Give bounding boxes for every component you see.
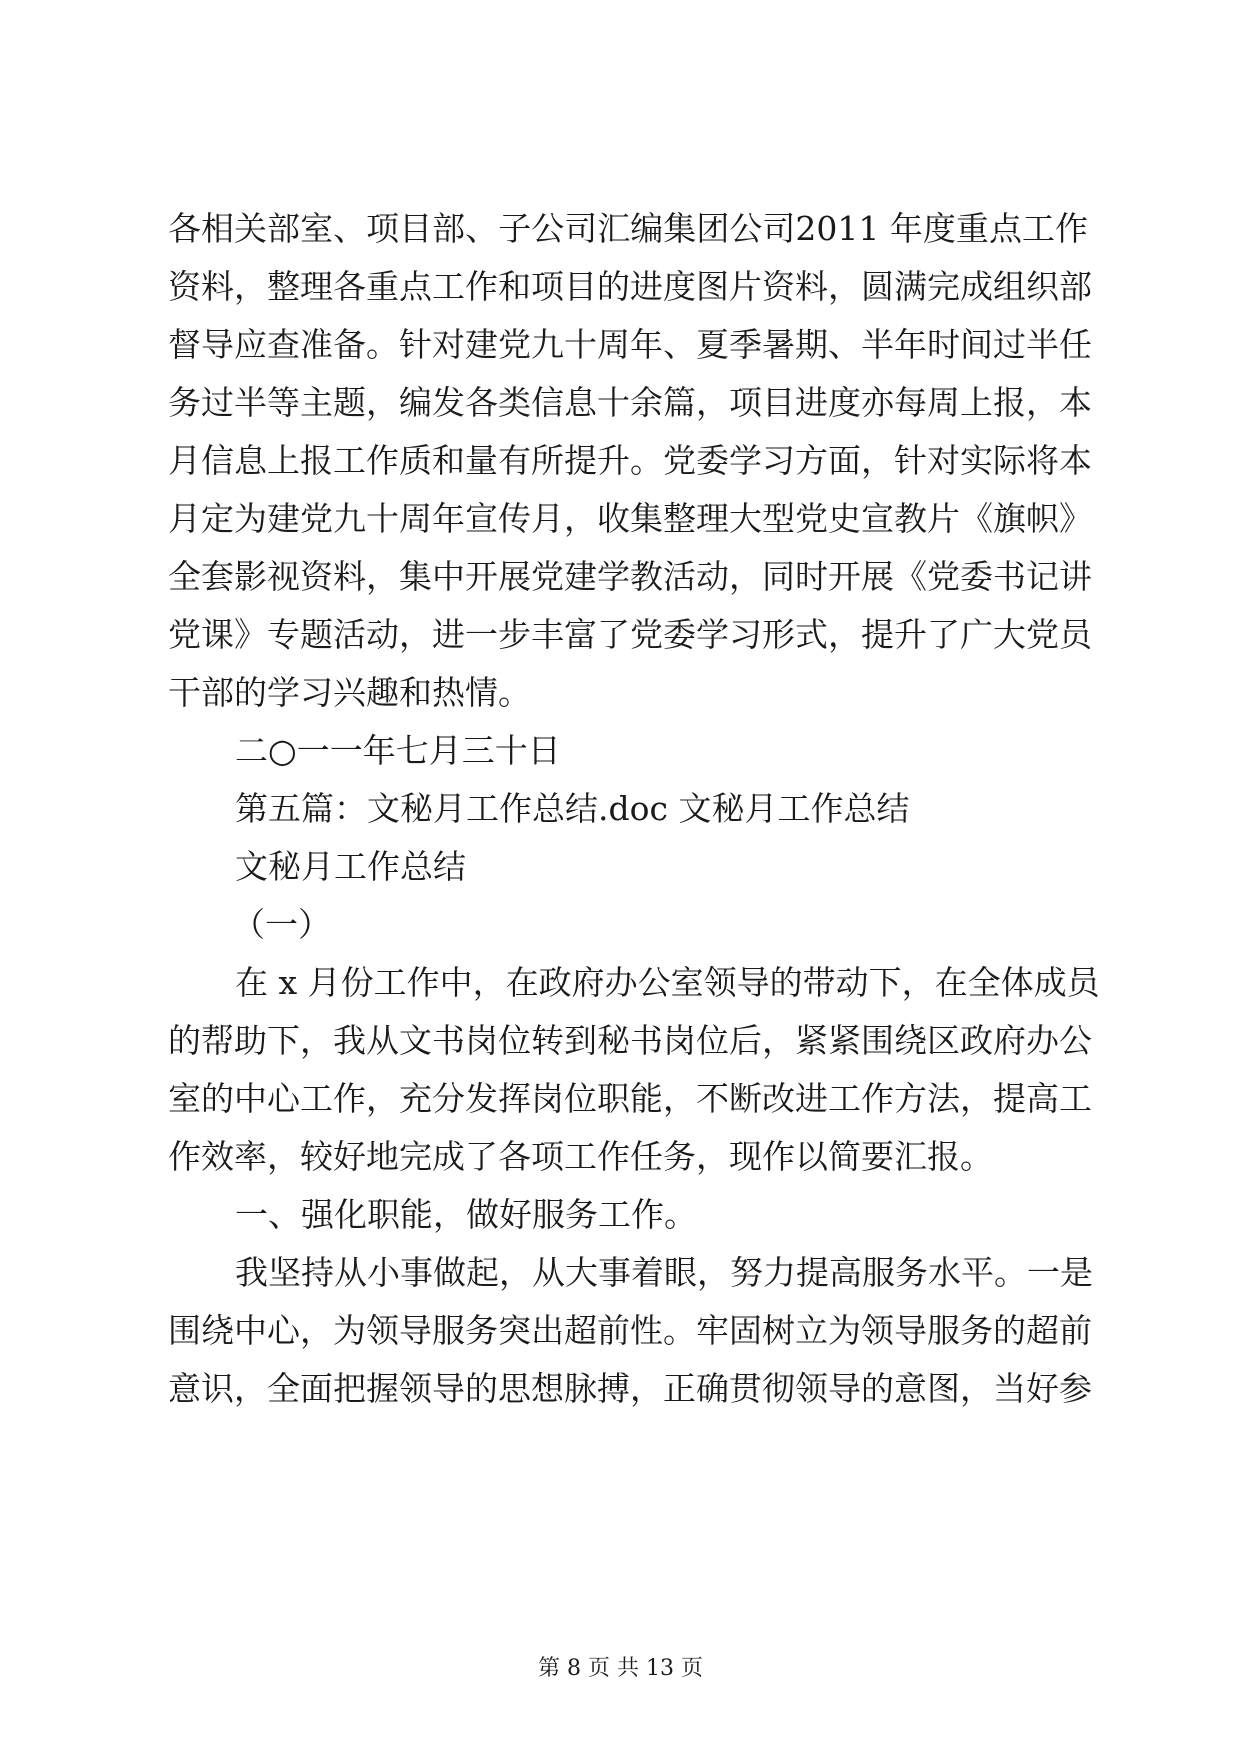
body-line-8: 党课》专题活动，进一步丰富了党委学习形式，提升了广大党员 (168, 615, 1092, 654)
body-line-15: 的帮助下，我从文书岗位转到秘书岗位后，紧紧围绕区政府办公 (168, 1021, 1092, 1060)
body-line-1: 各相关部室、项目部、子公司汇编集团公司2011 年度重点工作 (168, 209, 1088, 248)
page-number-footer: 第 8 页 共 13 页 (538, 1656, 703, 1681)
body-line-7: 全套影视资料，集中开展党建学教活动，同时开展《党委书记讲 (168, 557, 1092, 596)
subsection-number: （一） (232, 905, 331, 944)
body-line-14: 在 x 月份工作中，在政府办公室领导的带动下，在全体成员 (235, 963, 1100, 1002)
body-line-16: 室的中心工作，充分发挥岗位职能，不断改进工作方法，提高工 (168, 1079, 1092, 1118)
body-line-9: 干部的学习兴趣和热情。 (168, 673, 531, 712)
date-line: 二○一一年七月三十日 (235, 731, 561, 770)
body-line-2: 资料，整理各重点工作和项目的进度图片资料，圆满完成组织部 (168, 267, 1092, 306)
body-line-3: 督导应查准备。针对建党九十周年、夏季暑期、半年时间过半任 (168, 325, 1092, 364)
body-line-6: 月定为建党九十周年宣传月，收集整理大型党史宣教片《旗帜》 (168, 499, 1092, 538)
body-line-21: 意识，全面把握领导的思想脉搏，正确贯彻领导的意图，当好参 (168, 1369, 1092, 1408)
body-line-5: 月信息上报工作质和量有所提升。党委学习方面，针对实际将本 (168, 441, 1092, 480)
heading-strengthen-functions: 一、强化职能，做好服务工作。 (235, 1195, 697, 1234)
section-heading-5: 第五篇：文秘月工作总结.doc 文秘月工作总结 (235, 789, 910, 828)
body-line-20: 围绕中心，为领导服务突出超前性。牢固树立为领导服务的超前 (168, 1311, 1092, 1350)
body-line-19: 我坚持从小事做起，从大事着眼，努力提高服务水平。一是 (235, 1253, 1093, 1292)
body-line-17: 作效率，较好地完成了各项工作任务，现作以简要汇报。 (168, 1137, 993, 1176)
body-line-4: 务过半等主题，编发各类信息十余篇，项目进度亦每周上报，本 (168, 383, 1092, 422)
section-title: 文秘月工作总结 (235, 847, 466, 886)
